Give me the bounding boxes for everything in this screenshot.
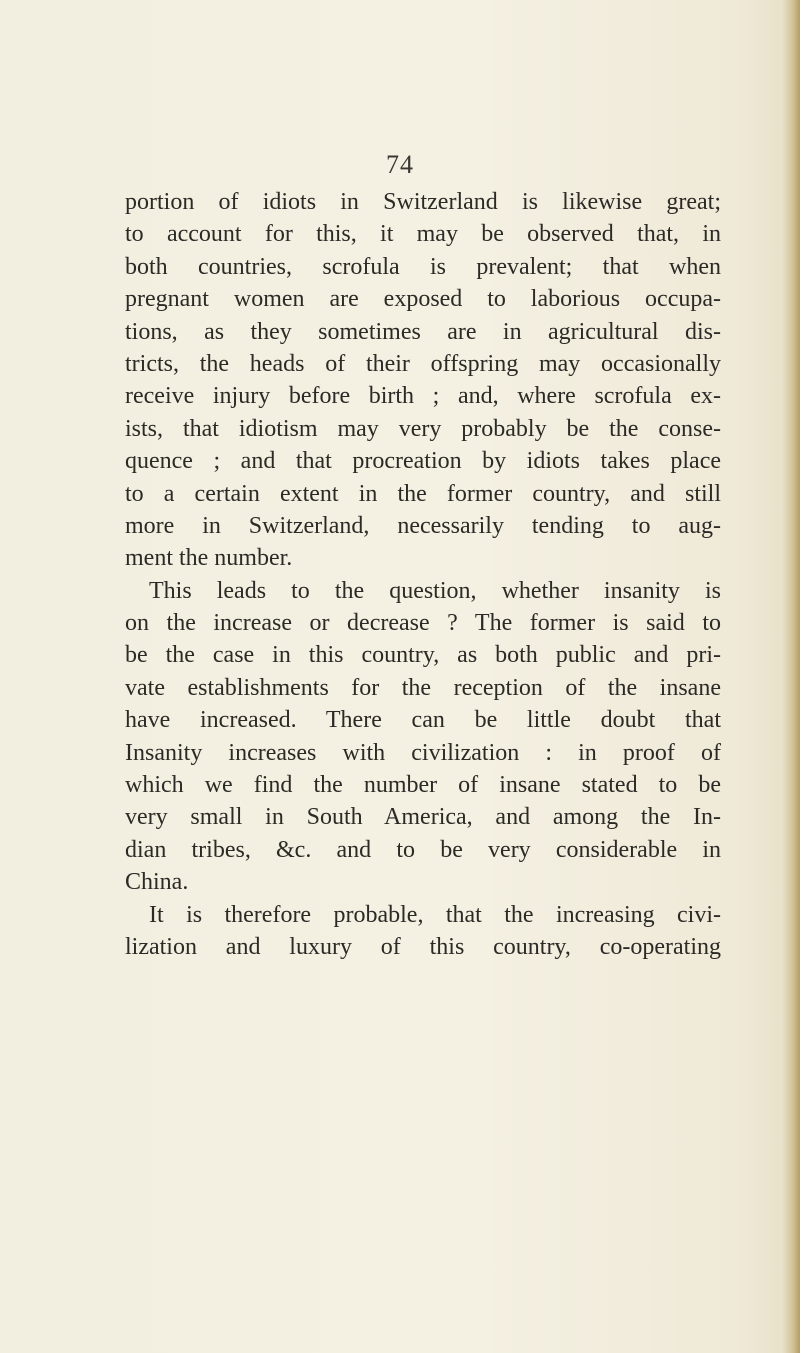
text-line: on the increase or decrease ? The former is said to	[125, 610, 721, 637]
text-line: more in Switzerland, necessarily tending to aug-	[125, 512, 721, 539]
text-line: pregnant women are exposed to laborious occupa-	[125, 286, 721, 313]
text-line: lization and luxury of this country, co-operating	[125, 933, 721, 960]
text-line: very small in South America, and among the In-	[125, 804, 721, 831]
text-line: vate establishments for the reception of the insane	[125, 674, 721, 701]
text-line: have increased. There can be little doubt that	[125, 707, 721, 734]
paragraph-end-line: China.	[125, 869, 189, 896]
text-line: be the case in this country, as both public and pri-	[125, 642, 721, 669]
body-text	[125, 186, 721, 963]
page-edge-shadow	[782, 0, 800, 1353]
paragraph-end-line: ment the number.	[125, 545, 293, 572]
text-line: quence ; and that procreation by idiots takes place	[125, 448, 721, 475]
paragraph-start-line: This leads to the question, whether insanity is	[149, 577, 721, 604]
text-line: Insanity increases with civilization : in proof of	[125, 739, 721, 766]
text-line: dian tribes, &c. and to be very considerable in	[125, 836, 721, 863]
text-line: which we find the number of insane stated to be	[125, 772, 721, 799]
text-line: tricts, the heads of their offspring may occasionally	[125, 350, 721, 377]
text-line: to account for this, it may be observed that, in	[125, 221, 721, 248]
paragraph-start-line: It is therefore probable, that the increasing civi-	[149, 901, 721, 928]
text-line: ists, that idiotism may very probably be the conse-	[125, 415, 721, 442]
text-line: portion of idiots in Switzerland is likewise great;	[125, 189, 721, 215]
page-number: 74	[386, 150, 414, 179]
text-line: both countries, scrofula is prevalent; that when	[125, 253, 721, 280]
text-line: receive injury before birth ; and, where scrofula ex-	[125, 383, 721, 410]
text-line: to a certain extent in the former country, and still	[125, 480, 721, 507]
text-line: tions, as they sometimes are in agricultural dis-	[125, 318, 721, 345]
